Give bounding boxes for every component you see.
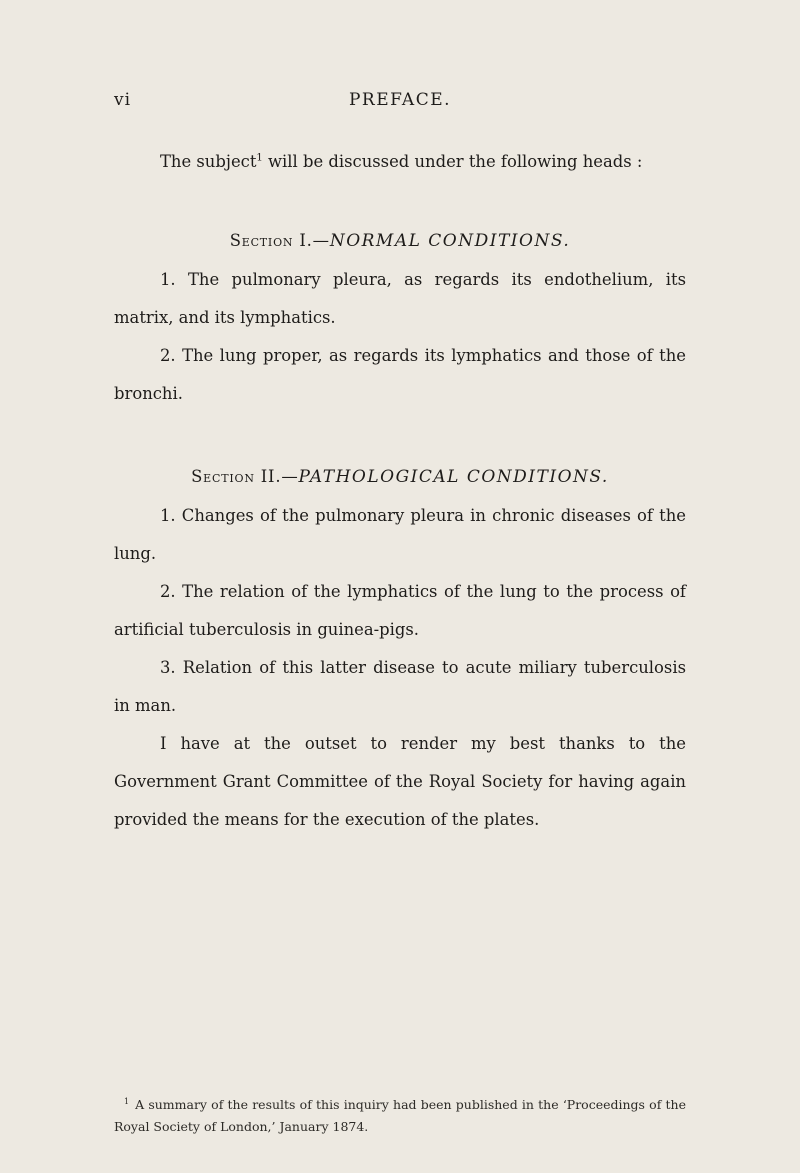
list-item: 2. The lung proper, as regards its lymphatics and those of the bronchi. [114,346,686,403]
list-item: 2. The relation of the lymphatics of the lung to the process of artificial tuberculosis in guinea-pigs. [114,582,686,639]
section-title: PATHOLOGICAL CONDITIONS. [298,467,609,487]
section-title: NORMAL CONDITIONS. [329,231,571,251]
footnote-reference: 1 [256,152,263,164]
list-item: 3. Relation of this latter disease to acute miliary tuberculosis in man. [114,658,686,715]
page-number: vi [114,90,132,110]
page-header-title: PREFACE. [348,90,452,110]
section-heading [114,221,686,261]
intro-text: The subject [160,152,257,171]
footnote-text: A summary of the results of this inquiry had been published in the ‘Proceedings of the Royal Society of London,’ January 1874. [114,1097,686,1134]
section-normal-conditions [114,221,686,413]
section-label: Section II.— [191,467,299,486]
intro-paragraph [114,143,686,181]
section-label: Section I.— [229,231,330,250]
intro-text-continued: will be discussed under the following heads : [262,152,643,171]
list-item: 1. The pulmonary pleura, as regards its endothelium, its matrix, and its lymphatics. [114,270,686,327]
running-head [114,90,686,114]
acknowledgment-paragraph: I have at the outset to render my best thanks to the Government Grant Committee of the Royal Society for having again provided the means for the execution of the plates. [114,734,686,829]
footnote-mark: 1 [124,1096,130,1106]
list-item: 1. Changes of the pulmonary pleura in chronic diseases of the lung. [114,506,686,563]
footnote [114,1094,686,1138]
section-pathological-conditions [114,457,686,839]
section-heading [114,457,686,497]
